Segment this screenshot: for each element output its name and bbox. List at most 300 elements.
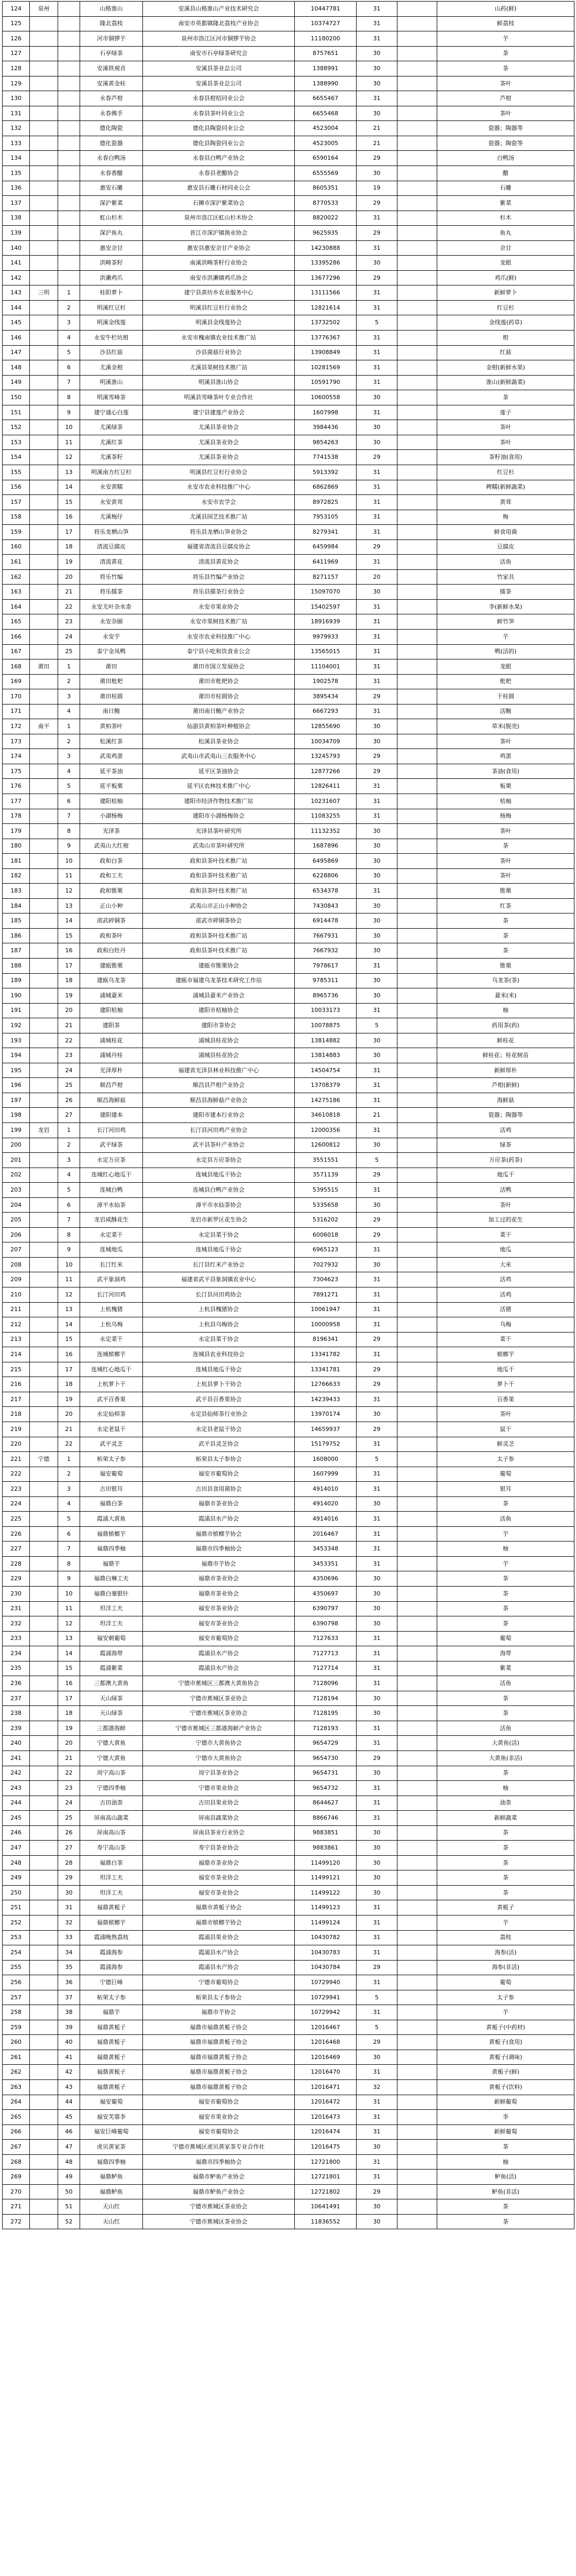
table-row <box>3 106 574 121</box>
sub-number-cell: 20 <box>58 569 80 585</box>
class-cell: 31 <box>357 1482 397 1497</box>
row-number-cell: 229 <box>3 1571 30 1587</box>
goods-cell: 茶叶 <box>437 420 574 435</box>
row-number-cell: 232 <box>3 1616 30 1632</box>
registration-number-cell: 6228806 <box>295 868 357 884</box>
sub-number-cell: 4 <box>58 1168 80 1183</box>
registration-number-cell: 12016469 <box>295 2050 357 2065</box>
goods-cell: 茶 <box>437 2214 574 2229</box>
goods-cell: 鱼丸 <box>437 226 574 241</box>
blank-cell <box>397 495 437 510</box>
registrant-cell: 福鼎市茶业协会 <box>143 1496 295 1512</box>
table-row <box>3 585 574 600</box>
region-cell <box>30 1825 58 1841</box>
row-number-cell: 217 <box>3 1392 30 1407</box>
trademark-name-cell: 天山红 <box>80 2214 143 2229</box>
registration-number-cell: 15179752 <box>295 1437 357 1452</box>
sub-number-cell: 7 <box>58 1213 80 1228</box>
sub-number-cell: 10 <box>58 1586 80 1601</box>
trademark-name-cell: 霞浦大黄鱼 <box>80 1512 143 1527</box>
trademark-name-cell: 政和白牡丹 <box>80 943 143 959</box>
class-cell: 31 <box>357 794 397 809</box>
class-cell: 29 <box>357 1227 397 1242</box>
goods-cell: 石雕 <box>437 181 574 196</box>
region-cell <box>30 1377 58 1392</box>
sub-number-cell: 17 <box>58 1691 80 1706</box>
registrant-cell: 浦城县桂花协会 <box>143 1033 295 1048</box>
blank-cell <box>397 824 437 839</box>
blank-cell <box>397 1586 437 1601</box>
registrant-cell: 政和县茶叶技术推广站 <box>143 884 295 899</box>
sub-number-cell: 18 <box>58 540 80 555</box>
sub-number-cell: 7 <box>58 1542 80 1557</box>
table-row <box>3 480 574 495</box>
class-cell: 30 <box>357 943 397 959</box>
sub-number-cell: 5 <box>58 345 80 360</box>
sub-number-cell <box>58 211 80 226</box>
registrant-cell: 古田县果业协会 <box>143 1796 295 1811</box>
blank-cell <box>397 181 437 196</box>
registration-number-cell: 1902578 <box>295 674 357 689</box>
registration-number-cell: 9625935 <box>295 226 357 241</box>
sub-number-cell: 18 <box>58 1377 80 1392</box>
row-number-cell: 240 <box>3 1736 30 1751</box>
table-row <box>3 943 574 959</box>
goods-cell: 柑 <box>437 331 574 346</box>
region-cell <box>30 1153 58 1168</box>
registration-number-cell: 7127713 <box>295 1646 357 1661</box>
row-number-cell: 195 <box>3 1063 30 1078</box>
registrant-cell: 连城县白鸭产业协会 <box>143 1183 295 1198</box>
goods-cell: 茶叶 <box>437 734 574 749</box>
table-row <box>3 211 574 226</box>
trademark-name-cell: 坦洋工夫 <box>80 1870 143 1886</box>
registrant-cell: 延平区茶油协会 <box>143 764 295 779</box>
table-row <box>3 1930 574 1945</box>
region-cell <box>30 764 58 779</box>
table-row <box>3 2 574 17</box>
trademark-name-cell: 上杭槐猪 <box>80 1302 143 1317</box>
sub-number-cell: 13 <box>58 1631 80 1646</box>
registrant-cell: 松溪县茶业协会 <box>143 734 295 749</box>
row-number-cell: 218 <box>3 1407 30 1422</box>
registration-number-cell: 9854263 <box>295 435 357 450</box>
registration-number-cell: 13776367 <box>295 331 357 346</box>
goods-cell: 新鲜葡萄 <box>437 2124 574 2140</box>
registration-number-cell: 7128194 <box>295 1691 357 1706</box>
row-number-cell: 268 <box>3 2154 30 2170</box>
registrant-cell: 福鼎市鲈鱼产业协会 <box>143 2170 295 2185</box>
sub-number-cell: 21 <box>58 585 80 600</box>
class-cell: 30 <box>357 166 397 181</box>
row-number-cell: 236 <box>3 1676 30 1691</box>
registrant-cell: 福鼎市福鼎黄栀子协会 <box>143 2080 295 2095</box>
class-cell: 30 <box>357 1870 397 1886</box>
registration-number-cell: 4914010 <box>295 1482 357 1497</box>
registration-number-cell: 11499120 <box>295 1855 357 1870</box>
table-row <box>3 1825 574 1841</box>
region-cell <box>30 1945 58 1961</box>
registration-number-cell: 6965123 <box>295 1242 357 1258</box>
sub-number-cell <box>58 61 80 76</box>
trademark-name-cell: 尤溪红茶 <box>80 435 143 450</box>
sub-number-cell: 11 <box>58 435 80 450</box>
region-cell <box>30 1586 58 1601</box>
class-cell: 31 <box>357 2005 397 2020</box>
region-cell <box>30 1227 58 1242</box>
sub-number-cell: 1 <box>58 659 80 675</box>
row-number-cell: 160 <box>3 540 30 555</box>
trademark-name-cell: 福安葡萄 <box>80 2095 143 2110</box>
class-cell: 32 <box>357 2080 397 2095</box>
goods-cell: 鸡爪(鲜) <box>437 270 574 285</box>
sub-number-cell: 6 <box>58 1526 80 1542</box>
trademark-name-cell: 连城槟榔芋 <box>80 1347 143 1362</box>
table-row <box>3 1811 574 1826</box>
row-number-cell: 253 <box>3 1930 30 1945</box>
goods-cell: 茶叶 <box>437 76 574 91</box>
trademark-name-cell: 上杭乌梅 <box>80 1317 143 1333</box>
class-cell: 31 <box>357 884 397 899</box>
goods-cell: 太子参 <box>437 1990 574 2005</box>
row-number-cell: 200 <box>3 1138 30 1153</box>
row-number-cell: 214 <box>3 1347 30 1362</box>
class-cell: 30 <box>357 1138 397 1153</box>
class-cell: 31 <box>357 1123 397 1138</box>
region-cell <box>30 1781 58 1796</box>
sub-number-cell: 48 <box>58 2154 80 2170</box>
sub-number-cell: 2 <box>58 674 80 689</box>
region-cell <box>30 689 58 704</box>
goods-cell: 茶 <box>437 1706 574 1721</box>
blank-cell <box>397 943 437 959</box>
registration-number-cell: 13708379 <box>295 1078 357 1093</box>
trademark-name-cell: 寿宁高山茶 <box>80 1841 143 1856</box>
registrant-cell: 莆田市国立发展协会 <box>143 659 295 675</box>
row-number-cell: 272 <box>3 2214 30 2229</box>
trademark-name-cell: 福鼎四季柚 <box>80 1542 143 1557</box>
class-cell: 30 <box>357 435 397 450</box>
trademark-name-cell: 永定万应茶 <box>80 1153 143 1168</box>
sub-number-cell: 4 <box>58 331 80 346</box>
registration-number-cell: 5395515 <box>295 1183 357 1198</box>
row-number-cell: 264 <box>3 2095 30 2110</box>
registration-number-cell: 9654731 <box>295 1766 357 1781</box>
registration-number-cell: 12000356 <box>295 1123 357 1138</box>
class-cell: 31 <box>357 779 397 794</box>
registrant-cell: 浦城县薏米产业协会 <box>143 988 295 1004</box>
sub-number-cell <box>58 256 80 271</box>
row-number-cell: 259 <box>3 2020 30 2035</box>
row-number-cell: 250 <box>3 1885 30 1900</box>
blank-cell <box>397 1093 437 1108</box>
registrant-cell: 安溪县茶业总公司 <box>143 61 295 76</box>
goods-cell: 鲜荔枝 <box>437 16 574 31</box>
table-row <box>3 1467 574 1482</box>
table-row <box>3 2199 574 2215</box>
blank-cell <box>397 1870 437 1886</box>
sub-number-cell: 7 <box>58 809 80 824</box>
trademark-name-cell: 惠安余甘 <box>80 240 143 256</box>
goods-cell: 新鲜蔬菜 <box>437 1811 574 1826</box>
registrant-cell: 福鼎市茶业协会 <box>143 1855 295 1870</box>
table-row <box>3 2080 574 2095</box>
goods-cell: 太子参 <box>437 1452 574 1467</box>
region-cell <box>30 1078 58 1093</box>
trademark-name-cell: 松溪红茶 <box>80 734 143 749</box>
trademark-name-cell: 清流黄花 <box>80 555 143 570</box>
blank-cell <box>397 1168 437 1183</box>
registration-number-cell: 8271157 <box>295 569 357 585</box>
region-cell <box>30 1930 58 1945</box>
blank-cell <box>397 884 437 899</box>
row-number-cell: 165 <box>3 614 30 630</box>
row-number-cell: 208 <box>3 1257 30 1272</box>
class-cell: 31 <box>357 1736 397 1751</box>
goods-cell: 茶 <box>437 1616 574 1632</box>
registrant-cell: 宁德市蕉城区茶业协会 <box>143 2214 295 2229</box>
class-cell: 31 <box>357 1063 397 1078</box>
goods-cell: 茶 <box>437 61 574 76</box>
blank-cell <box>397 1512 437 1527</box>
goods-cell: 黄栀子(中药材) <box>437 2020 574 2035</box>
sub-number-cell: 17 <box>58 959 80 974</box>
trademark-name-cell: 福鼎芋 <box>80 2005 143 2020</box>
registration-number-cell: 10000958 <box>295 1317 357 1333</box>
trademark-name-cell: 浦城桂花 <box>80 1033 143 1048</box>
region-cell <box>30 1496 58 1512</box>
table-row <box>3 375 574 390</box>
sub-number-cell: 2 <box>58 1138 80 1153</box>
registrant-cell: 建阳市桔柚协会 <box>143 1003 295 1018</box>
registration-number-cell: 6590164 <box>295 151 357 166</box>
registration-number-cell: 9654732 <box>295 1781 357 1796</box>
sub-number-cell: 41 <box>58 2050 80 2065</box>
trademark-name-cell: 浦城丹桂 <box>80 1048 143 1063</box>
row-number-cell: 271 <box>3 2199 30 2215</box>
sub-number-cell: 42 <box>58 2065 80 2080</box>
table-row <box>3 390 574 405</box>
goods-cell: 黄栀子(调味) <box>437 2050 574 2065</box>
blank-cell <box>397 540 437 555</box>
blank-cell <box>397 2005 437 2020</box>
sub-number-cell <box>58 2 80 17</box>
registrant-cell: 宁德市蕉城区三都澳大黄鱼协会 <box>143 1676 295 1691</box>
table-row <box>3 1990 574 2005</box>
registrant-cell: 将乐县竹编产业协会 <box>143 569 295 585</box>
blank-cell <box>397 1153 437 1168</box>
table-row <box>3 1048 574 1063</box>
trademark-name-cell: 天山绿茶 <box>80 1706 143 1721</box>
registrant-cell: 连城县地瓜干协会 <box>143 1242 295 1258</box>
blank-cell <box>397 136 437 151</box>
row-number-cell: 130 <box>3 91 30 106</box>
goods-cell: 大黄鱼(活) <box>437 1736 574 1751</box>
registration-number-cell: 7027932 <box>295 1257 357 1272</box>
goods-cell: 红豆杉 <box>437 300 574 315</box>
goods-cell: 新鲜葡萄 <box>437 2095 574 2110</box>
blank-cell <box>397 1601 437 1616</box>
registrant-cell: 霞浦县果业协会 <box>143 1930 295 1945</box>
sub-number-cell: 18 <box>58 973 80 988</box>
table-row <box>3 2095 574 2110</box>
goods-cell: 油柰 <box>437 1796 574 1811</box>
class-cell: 21 <box>357 121 397 136</box>
table-row <box>3 121 574 136</box>
trademark-name-cell: 福鼎黄栀子 <box>80 2050 143 2065</box>
region-cell <box>30 1093 58 1108</box>
region-cell <box>30 1347 58 1362</box>
sub-number-cell <box>58 31 80 47</box>
region-cell <box>30 928 58 943</box>
trademark-name-cell: 武夷山大红袍 <box>80 839 143 854</box>
blank-cell <box>397 1571 437 1587</box>
class-cell: 31 <box>357 31 397 47</box>
sub-number-cell <box>58 121 80 136</box>
goods-cell: 枇杷 <box>437 674 574 689</box>
class-cell: 29 <box>357 1960 397 1975</box>
sub-number-cell: 10 <box>58 854 80 869</box>
registrant-cell: 建宁县黄坊乡农业服务中心 <box>143 285 295 301</box>
goods-cell: 鼠干 <box>437 1422 574 1437</box>
table-row <box>3 2154 574 2170</box>
row-number-cell: 238 <box>3 1706 30 1721</box>
registrant-cell: 邵武市碎铜茶协会 <box>143 913 295 929</box>
table-row <box>3 569 574 585</box>
goods-cell: 茶 <box>437 913 574 929</box>
class-cell: 31 <box>357 1287 397 1303</box>
table-row <box>3 61 574 76</box>
sub-number-cell: 5 <box>58 1512 80 1527</box>
region-cell <box>30 375 58 390</box>
registration-number-cell: 10033173 <box>295 1003 357 1018</box>
registration-number-cell: 13814883 <box>295 1048 357 1063</box>
region-cell <box>30 555 58 570</box>
class-cell: 31 <box>357 405 397 420</box>
class-cell: 30 <box>357 1766 397 1781</box>
sub-number-cell: 3 <box>58 1482 80 1497</box>
region-cell <box>30 2110 58 2125</box>
goods-cell: 乌龙茶(茶) <box>437 973 574 988</box>
trademark-name-cell: 桂阳萝卜 <box>80 285 143 301</box>
trademark-name-cell: 坦洋工夫 <box>80 1885 143 1900</box>
trademark-name-cell: 山格淮山 <box>80 2 143 17</box>
registration-number-cell: 2016467 <box>295 1526 357 1542</box>
class-cell: 30 <box>357 1571 397 1587</box>
sub-number-cell <box>58 166 80 181</box>
class-cell: 31 <box>357 1781 397 1796</box>
table-row <box>3 1691 574 1706</box>
region-cell <box>30 450 58 465</box>
trademark-name-cell: 永春芦柑 <box>80 91 143 106</box>
registration-number-cell: 12016474 <box>295 2124 357 2140</box>
row-number-cell: 249 <box>3 1870 30 1886</box>
goods-cell: 黄栀子(饮料) <box>437 2080 574 2095</box>
trademark-name-cell: 宁德大黄鱼 <box>80 1751 143 1766</box>
region-cell: 宁德 <box>30 1452 58 1467</box>
registration-number-cell: 14504754 <box>295 1063 357 1078</box>
registration-number-cell: 9785311 <box>295 973 357 988</box>
class-cell: 31 <box>357 1272 397 1287</box>
class-cell: 30 <box>357 868 397 884</box>
row-number-cell: 150 <box>3 390 30 405</box>
class-cell: 31 <box>357 2 397 17</box>
trademark-name-cell: 河市铜锣芋 <box>80 31 143 47</box>
table-row <box>3 256 574 271</box>
row-number-cell: 262 <box>3 2065 30 2080</box>
row-number-cell: 127 <box>3 46 30 61</box>
registration-number-cell: 4523004 <box>295 121 357 136</box>
goods-cell: 茶叶 <box>437 106 574 121</box>
region-cell <box>30 973 58 988</box>
class-cell: 31 <box>357 1900 397 1916</box>
registrant-cell: 福鼎市鲈鱼产业协会 <box>143 2184 295 2199</box>
region-cell <box>30 585 58 600</box>
sub-number-cell: 19 <box>58 1721 80 1736</box>
goods-cell: 鲜桂花；桂花树苗 <box>437 1048 574 1063</box>
blank-cell <box>397 480 437 495</box>
table-row <box>3 2005 574 2020</box>
blank-cell <box>397 599 437 614</box>
blank-cell <box>397 1885 437 1900</box>
trademark-name-cell: 连城白鸭 <box>80 1183 143 1198</box>
registrant-cell: 福安市葡萄协会 <box>143 1467 295 1482</box>
registration-number-cell: 4914016 <box>295 1512 357 1527</box>
trademark-name-cell: 安溪铁观音 <box>80 61 143 76</box>
registrant-cell: 永安市槐南镇农业技术推广站 <box>143 331 295 346</box>
trademark-name-cell: 邵武碎铜茶 <box>80 913 143 929</box>
region-cell <box>30 1631 58 1646</box>
trademark-name-cell: 宁德大黄鱼 <box>80 1736 143 1751</box>
table-row <box>3 719 574 734</box>
registrant-cell: 福安市葡萄协会 <box>143 1631 295 1646</box>
sub-number-cell: 37 <box>58 1990 80 2005</box>
trademark-name-cell: 正山小种 <box>80 898 143 913</box>
table-row <box>3 1063 574 1078</box>
registrant-cell: 永安市农学会 <box>143 495 295 510</box>
registration-number-cell: 11180200 <box>295 31 357 47</box>
row-number-cell: 143 <box>3 285 30 301</box>
blank-cell <box>397 2184 437 2199</box>
row-number-cell: 161 <box>3 555 30 570</box>
registration-number-cell: 10061947 <box>295 1302 357 1317</box>
registration-number-cell: 13814882 <box>295 1033 357 1048</box>
trademark-name-cell: 屏南高山茶 <box>80 1825 143 1841</box>
row-number-cell: 197 <box>3 1093 30 1108</box>
table-row <box>3 360 574 376</box>
registration-number-cell: 12766633 <box>295 1377 357 1392</box>
region-cell <box>30 1422 58 1437</box>
registrant-cell: 霞浦县水产协会 <box>143 1512 295 1527</box>
registrant-cell: 长汀县河田鸡协会 <box>143 1287 295 1303</box>
registrant-cell: 福鼎市槟榔芋协会 <box>143 1916 295 1931</box>
goods-cell: 黄栀子(鲜) <box>437 2065 574 2080</box>
class-cell: 30 <box>357 988 397 1004</box>
blank-cell <box>397 121 437 136</box>
goods-cell: 茶籽油(食用) <box>437 450 574 465</box>
goods-cell: 豆腐皮 <box>437 540 574 555</box>
sub-number-cell: 38 <box>58 2005 80 2020</box>
region-cell <box>30 868 58 884</box>
registration-number-cell: 18916939 <box>295 614 357 630</box>
table-row <box>3 166 574 181</box>
table-row <box>3 1586 574 1601</box>
table-row <box>3 2214 574 2229</box>
region-cell <box>30 1571 58 1587</box>
region-cell <box>30 360 58 376</box>
blank-cell <box>397 1302 437 1317</box>
region-cell <box>30 1885 58 1900</box>
